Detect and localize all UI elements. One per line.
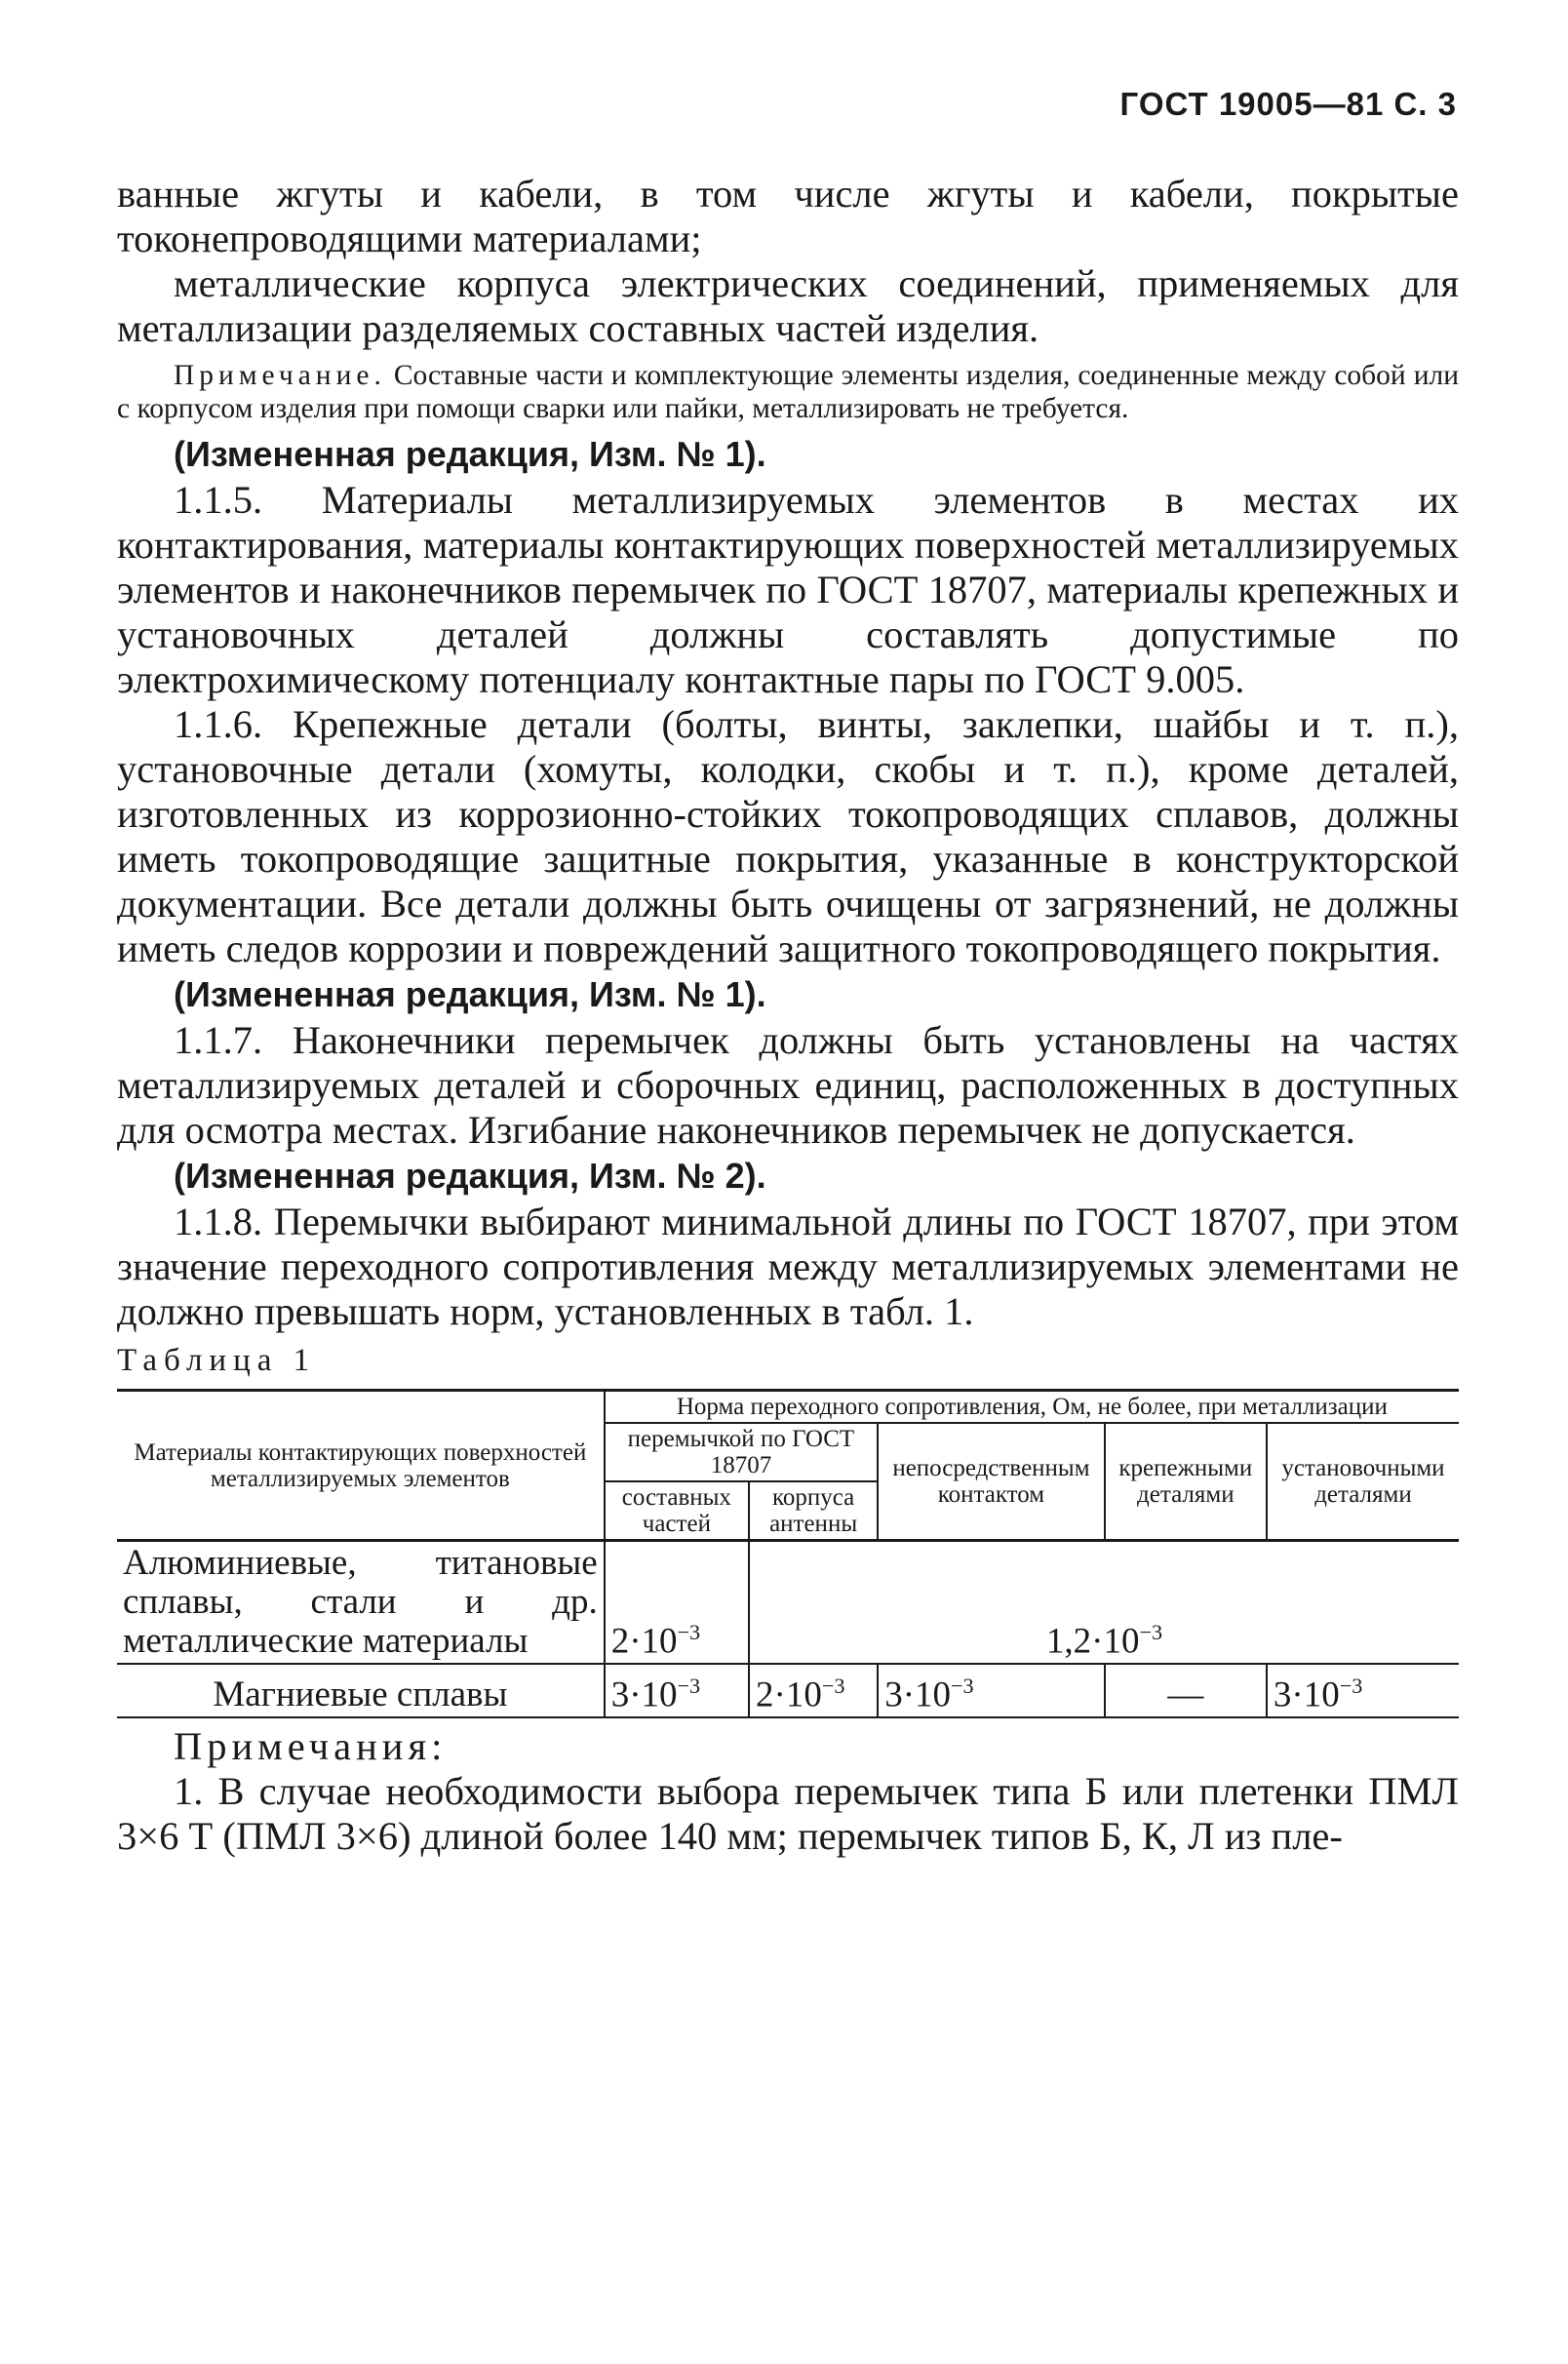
resistance-table xyxy=(117,1389,1459,1718)
table-caption: Таблица 1 xyxy=(117,1343,317,1378)
cell-merged: $1,2\cdot 10^{-3}$ xyxy=(749,1541,1459,1665)
cell-parts: $2\cdot 10^{-3}$ xyxy=(605,1541,749,1665)
clause-1-1-7: 1.1.7. Наконечники перемычек должны быть установлены на частях металлизируемых деталей и сборочных единиц, расположенных в доступных для осмотра местах. Изгибание наконечников перемычек не допускается. xyxy=(117,1018,1459,1152)
note xyxy=(117,359,1459,425)
header-parts: составных частей xyxy=(605,1481,749,1541)
notes-title: Примечания: xyxy=(174,1724,448,1769)
clause-1-1-5: 1.1.5. Материалы металлизируемых элементов в местах их контактирования, материалы контактирующих поверхностей металлизируемых элементов и наконечников перемычек по ГОСТ 18707, материалы крепежных и установочных деталей должны составлять допустимые по электрохимическому потенциалу контактные пары по ГОСТ 9.005. xyxy=(117,478,1459,701)
clause-1-1-8: 1.1.8. Перемычки выбирают минимальной длины по ГОСТ 18707, при этом значение переходного сопротивления между металлизируемых элементами не должно превышать норм, установленных в табл. 1. xyxy=(117,1200,1459,1333)
cell-fasteners: — xyxy=(1105,1664,1267,1717)
amendment-note: (Измененная редакция, Изм. № 1). xyxy=(174,974,766,1014)
paragraph: ванные жгуты и кабели, в том числе жгуты и кабели, покрытые токонепроводящими материалами; xyxy=(117,172,1459,260)
table-row xyxy=(117,1541,1459,1665)
page-header: ГОСТ 19005—81 С. 3 xyxy=(1119,86,1457,122)
table-row xyxy=(117,1664,1459,1717)
cell-antenna: $2\cdot 10^{-3}$ xyxy=(749,1664,878,1717)
paragraph: металлические корпуса электрических соединений, применяемых для металлизации разделяемых составных частей изделия. xyxy=(117,261,1459,350)
cell-mounting: $3\cdot 10^{-3}$ xyxy=(1267,1664,1459,1717)
note-text: Составные части и комплектующие элементы изделия, соединенные между собой или с корпусом изделия при помощи сварки или пайки, металлизировать не требуется. xyxy=(117,360,1459,424)
header-mounting: установочными деталями xyxy=(1267,1423,1459,1541)
header-fasteners: крепежными деталями xyxy=(1105,1423,1267,1541)
header-resistance-norm: Норма переходного сопротивления, Ом, не более, при металлизации xyxy=(605,1391,1459,1424)
amendment-note: (Измененная редакция, Изм. № 1). xyxy=(174,434,766,474)
document-body xyxy=(117,172,1459,1859)
note-1: 1. В случае необходимости выбора перемычек типа Б или плетенки ПМЛ 3×6 Т (ПМЛ 3×6) длиной более 140 мм; перемычек типов Б, К, Л из пле- xyxy=(117,1769,1459,1859)
header-jumper: перемычкой по ГОСТ 18707 xyxy=(605,1423,878,1481)
row-material: Магниевые сплавы xyxy=(117,1664,605,1717)
cell-parts: $3\cdot 10^{-3}$ xyxy=(605,1664,749,1717)
header-direct-contact: непосредственным контактом xyxy=(878,1423,1105,1541)
header-antenna: корпуса антенны xyxy=(749,1481,878,1541)
note-label: Примечание. xyxy=(174,360,386,391)
amendment-note: (Измененная редакция, Изм. № 2). xyxy=(174,1156,766,1196)
row-material: Алюминиевые, титановые сплавы, стали и др. металлические материалы xyxy=(117,1541,605,1665)
header-materials: Материалы контактирующих поверхностей металлизируемых элементов xyxy=(117,1391,605,1541)
cell-direct: $3\cdot 10^{-3}$ xyxy=(878,1664,1105,1717)
clause-1-1-6: 1.1.6. Крепежные детали (болты, винты, заклепки, шайбы и т. п.), установочные детали (хомуты, колодки, скобы и т. п.), кроме деталей, изготовленных из коррозионно-стойких токопроводящих сплавов, должны иметь токопроводящие защитные покрытия, указанные в конструкторской документации. Все детали должны быть очищены от загрязнений, не должны иметь следов коррозии и повреждений защитного токопроводящего покрытия. xyxy=(117,702,1459,970)
